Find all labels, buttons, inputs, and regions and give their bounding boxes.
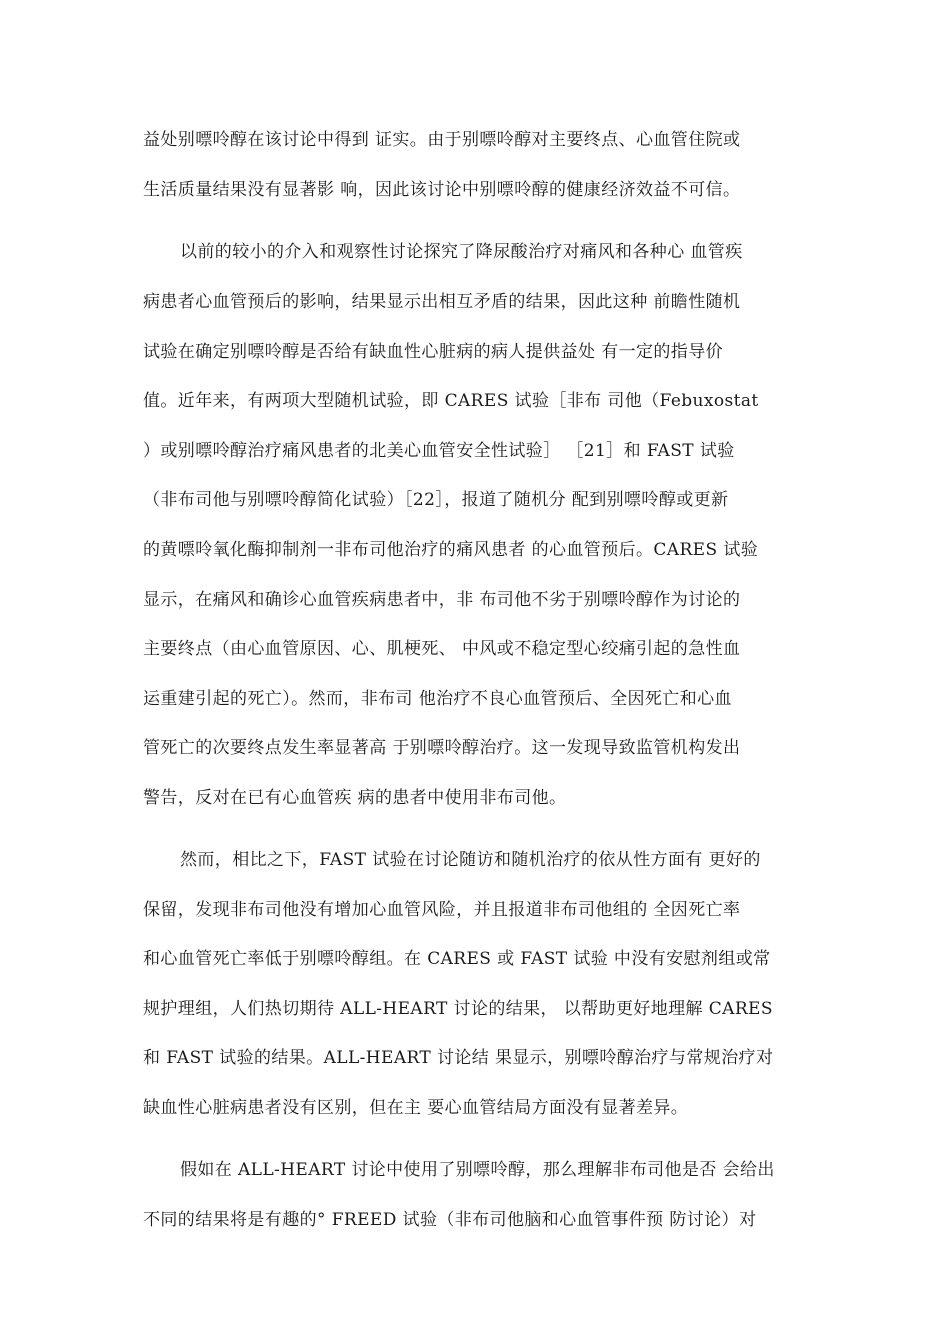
text-line: 不同的结果将是有趣的° FREED 试验（非布司他脑和心血管事件预 防讨论）对 [143,1210,757,1230]
text-line: 缺血性心脏病患者没有区别，但在主 要心血管结局方面没有显著差异。 [143,1098,689,1118]
text-line: 规护理组，人们热切期待 ALL-HEART 讨论的结果， 以帮助更好地理解 CARES [143,999,773,1019]
text-line: 保留，发现非布司他没有增加心血管风险，并且报道非布司他组的 全因死亡率 [143,900,741,920]
text-line: 和心血管死亡率低于别嘌呤醇组。在 CARES 或 FAST 试验 中没有安慰剂组或常 [143,949,771,969]
text-line: 值。近年来，有两项大型随机试验，即 CARES 试验［非布 司他（Febuxostat [143,391,759,411]
text-line: 生活质量结果没有显著影 响，因此该讨论中别嘌呤醇的健康经济效益不可信。 [143,180,741,200]
text-line: 显示，在痛风和确诊心血管疾病患者中，非 布司他不劣于别嘌呤醇作为讨论的 [143,590,741,610]
text-line: 管死亡的次要终点发生率显著高 于别嘌呤醇治疗。这一发现导致监管机构发出 [143,738,741,758]
text-line: 益处别嘌呤醇在该讨论中得到 证实。由于别嘌呤醇对主要终点、心血管住院或 [143,130,741,150]
text-line: 和 FAST 试验的结果。ALL-HEART 讨论结 果显示，别嘌呤醇治疗与常规治疗对 [143,1048,774,1068]
text-line: 警告，反对在已有心血管疾 病的患者中使用非布司他。 [143,788,567,808]
text-line: 以前的较小的介入和观察性讨论探究了降尿酸治疗对痛风和各种心 血管疾 [180,242,743,262]
text-line: 主要终点（由心血管原因、心、肌梗死、 中风或不稳定型心绞痛引起的急性血 [143,639,741,659]
text-line: 试验在确定别嘌呤醇是否给有缺血性心脏病的病人提供益处 有一定的指导价 [143,342,724,362]
text-line: ）或别嘌呤醇治疗痛风患者的北美心血管安全性试验］ ［21］和 FAST 试验 [143,441,735,461]
text-line: 运重建引起的死亡）。然而，非布司 他治疗不良心血管预后、全因死亡和心血 [143,689,732,709]
text-line: 然而，相比之下，FAST 试验在讨论随访和随机治疗的依从性方面有 更好的 [180,850,761,870]
text-line: 假如在 ALL-HEART 讨论中使用了别嘌呤醇，那么理解非布司他是否 会给出 [180,1160,775,1180]
text-line: 的黄嘌呤氧化酶抑制剂一非布司他治疗的痛风患者 的心血管预后。CARES 试验 [143,540,759,560]
text-line: 病患者心血管预后的影响，结果显示出相互矛盾的结果，因此这种 前瞻性随机 [143,292,741,312]
text-line: （非布司他与别嘌呤醇简化试验）［22］，报道了随机分 配到别嘌呤醇或更新 [143,490,729,510]
